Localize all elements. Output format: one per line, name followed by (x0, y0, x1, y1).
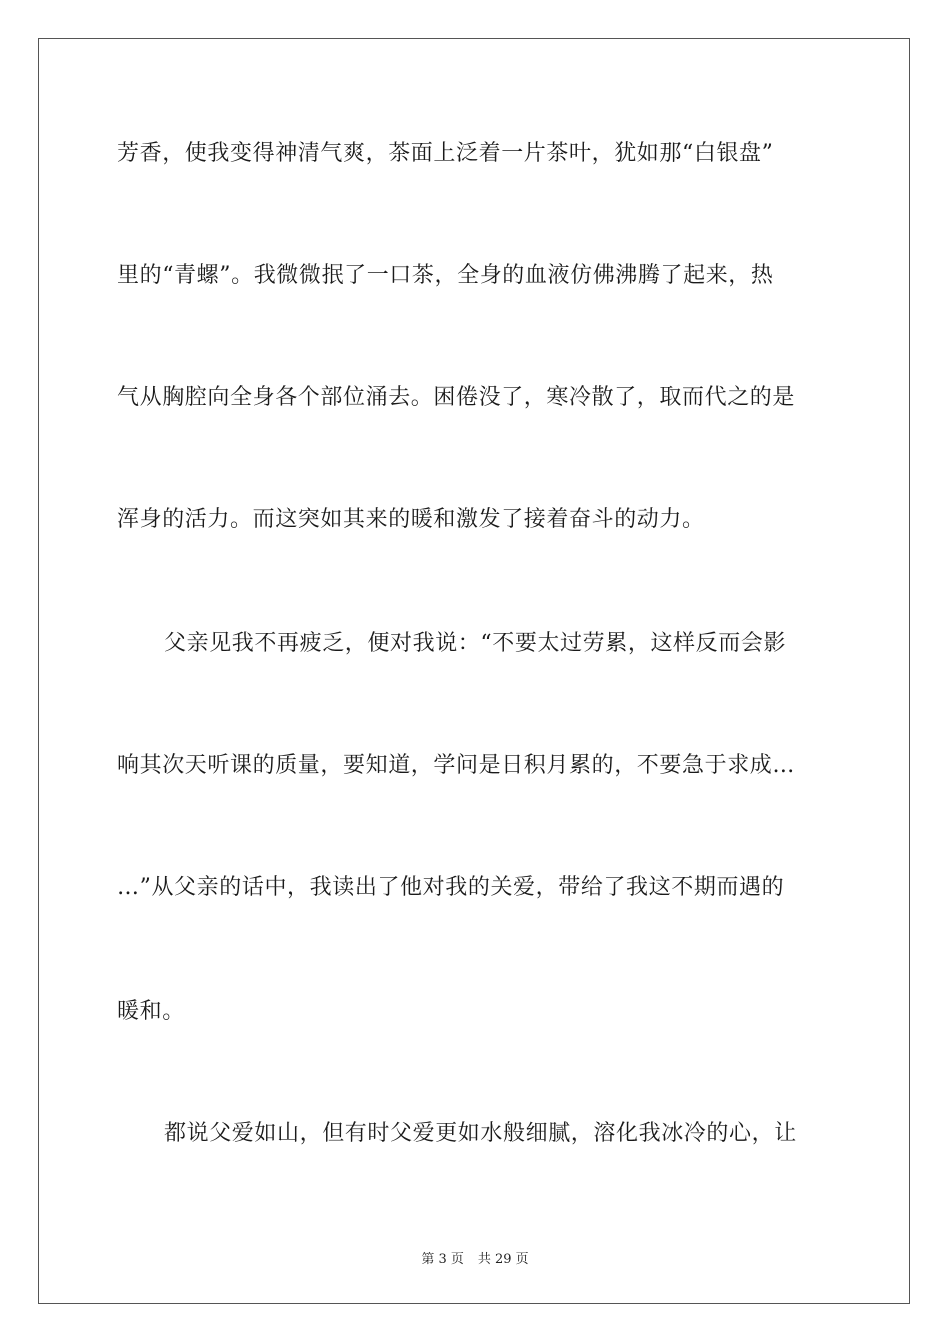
text-line-8: 暖和。 (117, 999, 185, 1024)
text-line-3: 气从胸腔向全身各个部位涌去。困倦没了，寒冷散了，取而代之的是 (117, 385, 796, 410)
text-line-6: 响其次天听课的质量，要知道，学问是日积月累的，不要急于求成… (117, 753, 796, 778)
text-line-9: 都说父爱如山，但有时父爱更如水般细腻，溶化我冰冷的心，让 (164, 1121, 797, 1146)
text-line-7: …”从父亲的话中，我读出了他对我的关爱，带给了我这不期而遇的 (117, 875, 785, 900)
text-line-5: 父亲见我不再疲乏，便对我说：“不要太过劳累，这样反而会影 (164, 631, 787, 656)
page-border (38, 38, 910, 1304)
page-total: 共 29 页 (477, 1252, 529, 1267)
page-number: 第 3 页 (421, 1252, 464, 1267)
page-footer (0, 1248, 950, 1267)
text-line-2: 里的“青螺”。我微微抿了一口茶，全身的血液仿佛沸腾了起来，热 (117, 263, 774, 288)
text-line-4: 浑身的活力。而这突如其来的暖和激发了接着奋斗的动力。 (117, 507, 705, 532)
text-line-1: 芳香，使我变得神清气爽，茶面上泛着一片茶叶，犹如那“白银盘” (117, 141, 774, 166)
